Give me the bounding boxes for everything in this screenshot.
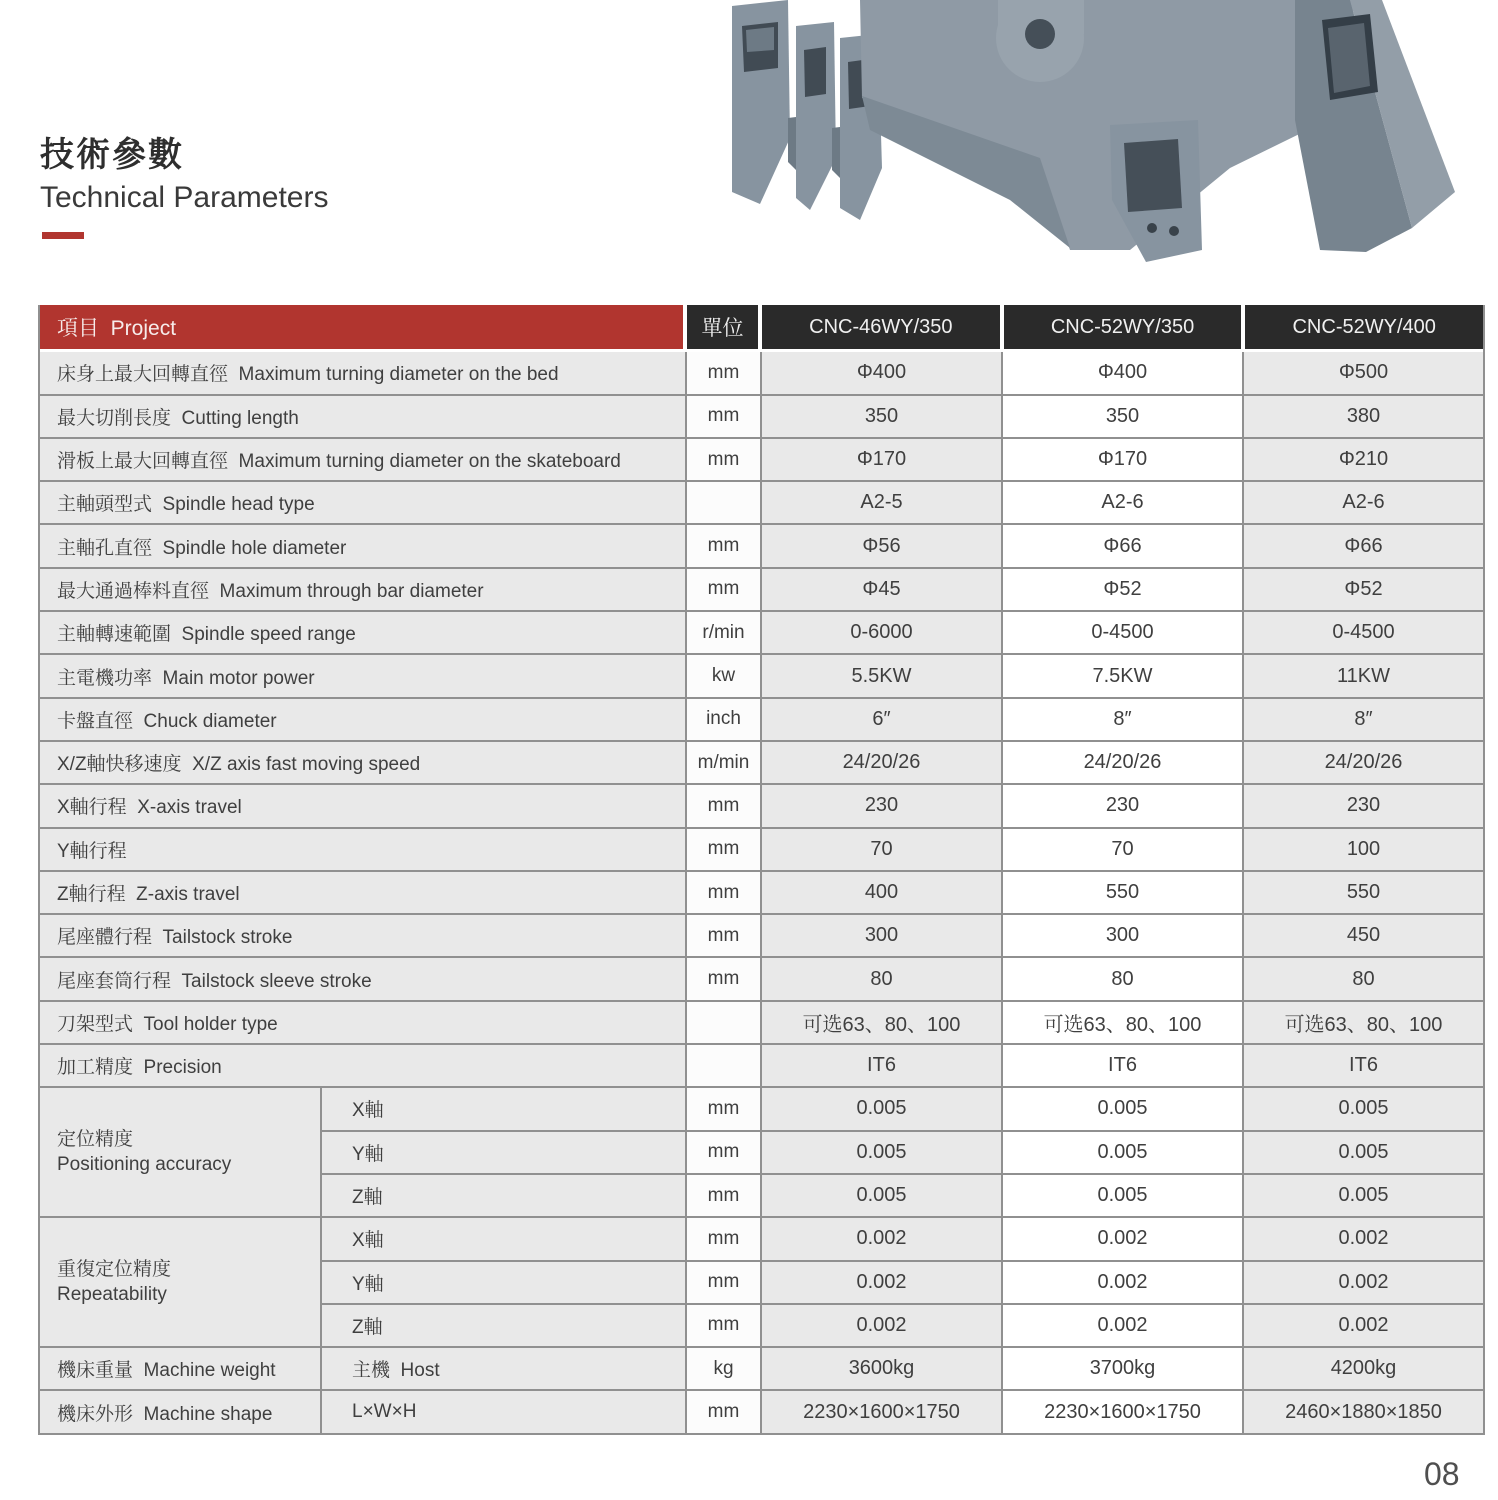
row-value-1: 3600kg bbox=[762, 1348, 1003, 1391]
row-unit: kg bbox=[687, 1348, 762, 1391]
row-value-2: Φ170 bbox=[1003, 439, 1244, 482]
row-unit: mm bbox=[687, 1391, 762, 1434]
table-row bbox=[40, 958, 1483, 1001]
row-value-1: Φ400 bbox=[762, 352, 1003, 395]
axis-label: X軸 bbox=[322, 1088, 687, 1131]
row-value-2: 550 bbox=[1003, 872, 1244, 915]
row-unit bbox=[687, 482, 762, 525]
row-value-3: 24/20/26 bbox=[1244, 742, 1483, 785]
group-label-zh: 定位精度 bbox=[57, 1128, 134, 1150]
row-value-1: 230 bbox=[762, 785, 1003, 828]
row-value-2: 70 bbox=[1003, 829, 1244, 872]
table-row-machine-shape bbox=[40, 1391, 1483, 1434]
row-value-3: Φ52 bbox=[1244, 569, 1483, 612]
row-value-3: 0.005 bbox=[1244, 1088, 1483, 1131]
row-label: 最大切削長度 Cutting length bbox=[40, 396, 687, 439]
row-value-2: 80 bbox=[1003, 958, 1244, 1001]
row-value-1: 70 bbox=[762, 829, 1003, 872]
row-unit: m/min bbox=[687, 742, 762, 785]
row-label: 刀架型式 Tool holder type bbox=[40, 1002, 687, 1045]
row-value-2: Φ66 bbox=[1003, 525, 1244, 568]
row-unit: mm bbox=[687, 525, 762, 568]
table-row bbox=[40, 872, 1483, 915]
row-label: Z軸行程 Z-axis travel bbox=[40, 872, 687, 915]
table-row bbox=[322, 1088, 1483, 1131]
table-row bbox=[40, 915, 1483, 958]
row-value-1: 400 bbox=[762, 872, 1003, 915]
group-label-en: Repeatability bbox=[57, 1284, 167, 1306]
row-label: Y軸行程 bbox=[40, 829, 687, 872]
row-value-1: 0-6000 bbox=[762, 612, 1003, 655]
axis-label: Y軸 bbox=[322, 1262, 687, 1305]
page-title-en: Technical Parameters bbox=[40, 181, 329, 215]
row-unit bbox=[687, 1002, 762, 1045]
row-value-2: 0-4500 bbox=[1003, 612, 1244, 655]
row-value-1: 24/20/26 bbox=[762, 742, 1003, 785]
row-value-1: 2230×1600×1750 bbox=[762, 1391, 1003, 1434]
row-value-3: 8″ bbox=[1244, 699, 1483, 742]
row-unit: mm bbox=[687, 1305, 762, 1348]
table-row bbox=[40, 829, 1483, 872]
row-value-3: A2-6 bbox=[1244, 482, 1483, 525]
row-label: 機床外形 Machine shape bbox=[40, 1391, 322, 1434]
row-value-3: 2460×1880×1850 bbox=[1244, 1391, 1483, 1434]
row-unit: mm bbox=[687, 352, 762, 395]
row-value-2: 0.002 bbox=[1003, 1262, 1244, 1305]
row-value-2: 2230×1600×1750 bbox=[1003, 1391, 1244, 1434]
row-value-2: 7.5KW bbox=[1003, 655, 1244, 698]
row-value-3: Φ500 bbox=[1244, 352, 1483, 395]
row-value-1: Φ45 bbox=[762, 569, 1003, 612]
row-value-2: 300 bbox=[1003, 915, 1244, 958]
row-value-2: 可选63、80、100 bbox=[1003, 1002, 1244, 1045]
group-label bbox=[40, 1218, 322, 1348]
axis-label: X軸 bbox=[322, 1218, 687, 1261]
group-label-zh: 重復定位精度 bbox=[57, 1258, 172, 1280]
row-value-3: 11KW bbox=[1244, 655, 1483, 698]
table-row bbox=[322, 1305, 1483, 1348]
row-unit: mm bbox=[687, 1175, 762, 1218]
row-value-1: A2-5 bbox=[762, 482, 1003, 525]
row-value-2: Φ400 bbox=[1003, 352, 1244, 395]
row-label: X/Z軸快移速度 X/Z axis fast moving speed bbox=[40, 742, 687, 785]
row-unit: mm bbox=[687, 785, 762, 828]
header-unit: 單位 bbox=[687, 305, 762, 352]
row-unit: mm bbox=[687, 1132, 762, 1175]
row-value-3: 0.005 bbox=[1244, 1132, 1483, 1175]
table-row bbox=[40, 352, 1483, 395]
row-unit: mm bbox=[687, 396, 762, 439]
axis-label: Z軸 bbox=[322, 1305, 687, 1348]
table-row bbox=[40, 742, 1483, 785]
row-label: 床身上最大回轉直徑 Maximum turning diameter on the bed bbox=[40, 352, 687, 395]
row-value-1: 可选63、80、100 bbox=[762, 1002, 1003, 1045]
row-value-2: 350 bbox=[1003, 396, 1244, 439]
row-value-2: 0.005 bbox=[1003, 1132, 1244, 1175]
row-value-1: 6″ bbox=[762, 699, 1003, 742]
row-value-3: 0.005 bbox=[1244, 1175, 1483, 1218]
row-value-1: Φ170 bbox=[762, 439, 1003, 482]
row-value-2: 230 bbox=[1003, 785, 1244, 828]
row-label: 滑板上最大回轉直徑 Maximum turning diameter on the skateboard bbox=[40, 439, 687, 482]
table-row bbox=[322, 1262, 1483, 1305]
page-number: 08 bbox=[1424, 1456, 1460, 1492]
row-value-2: 8″ bbox=[1003, 699, 1244, 742]
technical-parameters-table bbox=[38, 305, 1485, 1435]
row-value-1: Φ56 bbox=[762, 525, 1003, 568]
row-unit: mm bbox=[687, 915, 762, 958]
row-sublabel: 主機 Host bbox=[322, 1348, 687, 1391]
row-value-3: 0.002 bbox=[1244, 1218, 1483, 1261]
header-project: 項目 Project bbox=[40, 305, 687, 352]
row-value-1: 0.005 bbox=[762, 1132, 1003, 1175]
repeatability-group bbox=[40, 1218, 1483, 1348]
axis-label: Z軸 bbox=[322, 1175, 687, 1218]
row-value-3: IT6 bbox=[1244, 1045, 1483, 1088]
row-value-3: Φ66 bbox=[1244, 525, 1483, 568]
row-value-1: 0.002 bbox=[762, 1305, 1003, 1348]
table-header-row bbox=[40, 305, 1483, 352]
table-row bbox=[322, 1175, 1483, 1218]
table-row bbox=[40, 569, 1483, 612]
row-value-2: A2-6 bbox=[1003, 482, 1244, 525]
row-value-3: 可选63、80、100 bbox=[1244, 1002, 1483, 1045]
row-value-3: 0.002 bbox=[1244, 1262, 1483, 1305]
row-unit: r/min bbox=[687, 612, 762, 655]
row-value-3: 550 bbox=[1244, 872, 1483, 915]
row-label: 加工精度 Precision bbox=[40, 1045, 687, 1088]
table-row bbox=[40, 655, 1483, 698]
table-row bbox=[40, 699, 1483, 742]
row-unit: mm bbox=[687, 872, 762, 915]
row-unit: kw bbox=[687, 655, 762, 698]
axis-label: Y軸 bbox=[322, 1132, 687, 1175]
row-value-1: IT6 bbox=[762, 1045, 1003, 1088]
row-sublabel: L×W×H bbox=[322, 1391, 687, 1434]
row-value-2: IT6 bbox=[1003, 1045, 1244, 1088]
row-value-1: 0.005 bbox=[762, 1175, 1003, 1218]
positioning-accuracy-group bbox=[40, 1088, 1483, 1218]
row-label: X軸行程 X-axis travel bbox=[40, 785, 687, 828]
row-unit bbox=[687, 1045, 762, 1088]
row-unit: mm bbox=[687, 1262, 762, 1305]
table-row bbox=[40, 482, 1483, 525]
machine-bed-photo bbox=[710, 0, 1455, 268]
row-label: 卡盤直徑 Chuck diameter bbox=[40, 699, 687, 742]
section-title bbox=[40, 136, 328, 215]
row-label: 最大通過棒料直徑 Maximum through bar diameter bbox=[40, 569, 687, 612]
row-value-1: 0.005 bbox=[762, 1088, 1003, 1131]
row-value-1: 0.002 bbox=[762, 1262, 1003, 1305]
row-value-2: 24/20/26 bbox=[1003, 742, 1244, 785]
row-unit: mm bbox=[687, 1088, 762, 1131]
row-label: 主軸孔直徑 Spindle hole diameter bbox=[40, 525, 687, 568]
row-unit: mm bbox=[687, 958, 762, 1001]
table-row bbox=[40, 1002, 1483, 1045]
table-row bbox=[322, 1132, 1483, 1175]
row-value-3: 380 bbox=[1244, 396, 1483, 439]
row-value-3: 80 bbox=[1244, 958, 1483, 1001]
row-value-1: 80 bbox=[762, 958, 1003, 1001]
row-value-2: 3700kg bbox=[1003, 1348, 1244, 1391]
group-label bbox=[40, 1088, 322, 1218]
table-row bbox=[40, 612, 1483, 655]
row-value-1: 300 bbox=[762, 915, 1003, 958]
row-value-2: 0.002 bbox=[1003, 1218, 1244, 1261]
row-label: 尾座體行程 Tailstock stroke bbox=[40, 915, 687, 958]
row-value-1: 5.5KW bbox=[762, 655, 1003, 698]
row-unit: mm bbox=[687, 829, 762, 872]
row-value-2: 0.005 bbox=[1003, 1175, 1244, 1218]
table-row bbox=[40, 439, 1483, 482]
row-label: 主軸轉速範圍 Spindle speed range bbox=[40, 612, 687, 655]
row-value-3: 4200kg bbox=[1244, 1348, 1483, 1391]
group-label-en: Positioning accuracy bbox=[57, 1154, 232, 1176]
row-value-3: 230 bbox=[1244, 785, 1483, 828]
header-model-1: CNC-46WY/350 bbox=[762, 305, 1004, 352]
row-value-2: 0.005 bbox=[1003, 1088, 1244, 1131]
table-row-machine-weight bbox=[40, 1348, 1483, 1391]
row-value-3: Φ210 bbox=[1244, 439, 1483, 482]
table-row bbox=[40, 396, 1483, 439]
row-label: 尾座套筒行程 Tailstock sleeve stroke bbox=[40, 958, 687, 1001]
red-dash-divider bbox=[42, 232, 84, 239]
page-title-zh: 技術參數 bbox=[40, 136, 184, 174]
row-value-1: 350 bbox=[762, 396, 1003, 439]
row-unit: inch bbox=[687, 699, 762, 742]
row-unit: mm bbox=[687, 439, 762, 482]
table-row bbox=[40, 785, 1483, 828]
row-label: 主電機功率 Main motor power bbox=[40, 655, 687, 698]
table-row bbox=[40, 525, 1483, 568]
row-unit: mm bbox=[687, 569, 762, 612]
row-value-3: 100 bbox=[1244, 829, 1483, 872]
row-label: 主軸頭型式 Spindle head type bbox=[40, 482, 687, 525]
row-value-3: 0-4500 bbox=[1244, 612, 1483, 655]
row-value-2: 0.002 bbox=[1003, 1305, 1244, 1348]
row-unit: mm bbox=[687, 1218, 762, 1261]
header-model-3: CNC-52WY/400 bbox=[1245, 305, 1483, 352]
row-value-3: 450 bbox=[1244, 915, 1483, 958]
row-label: 機床重量 Machine weight bbox=[40, 1348, 322, 1391]
table-row bbox=[40, 1045, 1483, 1088]
row-value-3: 0.002 bbox=[1244, 1305, 1483, 1348]
row-value-2: Φ52 bbox=[1003, 569, 1244, 612]
row-value-1: 0.002 bbox=[762, 1218, 1003, 1261]
header-model-2: CNC-52WY/350 bbox=[1004, 305, 1246, 352]
table-row bbox=[322, 1218, 1483, 1261]
